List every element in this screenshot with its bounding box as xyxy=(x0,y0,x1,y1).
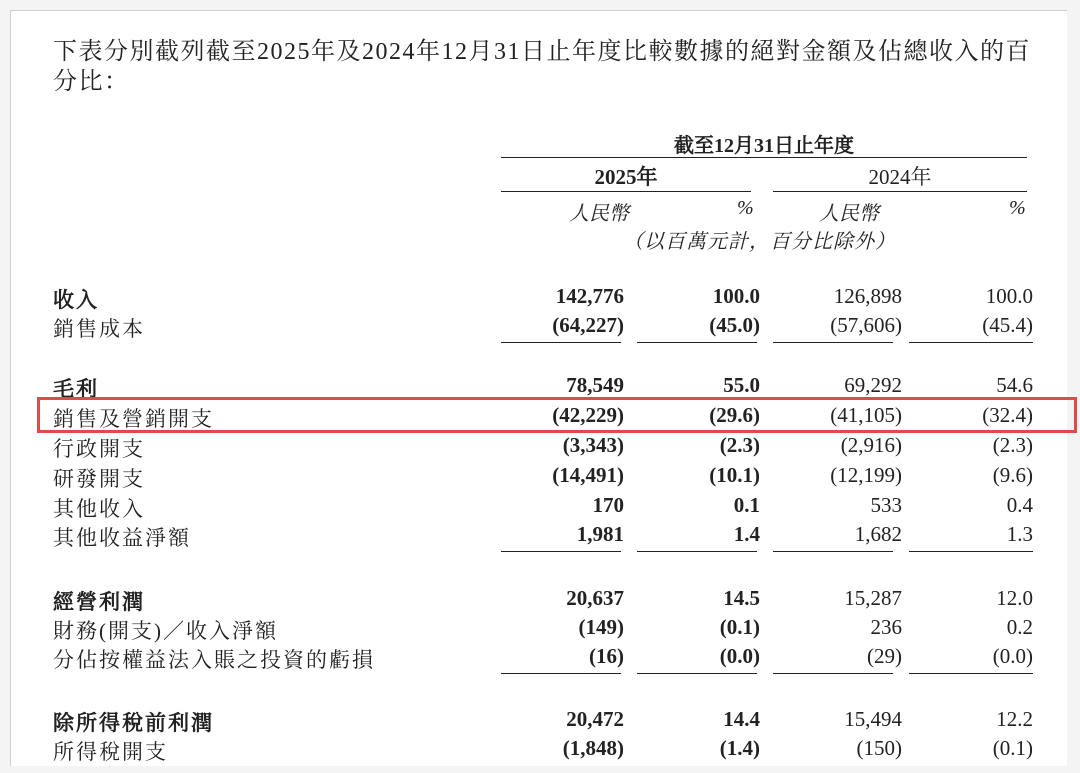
value-2025-pct: (1.4) xyxy=(719,736,760,760)
year-2025-rule xyxy=(501,191,751,192)
year-2024-header: 2024年 xyxy=(868,165,932,189)
value-2025-rmb: (14,491) xyxy=(552,463,624,487)
table-row xyxy=(11,644,1067,674)
subtotal-rule xyxy=(773,342,893,343)
row-label: 所得稅開支 xyxy=(53,740,168,764)
value-2024-pct: (45.4) xyxy=(982,313,1033,337)
period-header: 截至12月31日止年度 xyxy=(674,135,854,157)
value-2025-rmb: (42,229) xyxy=(552,403,624,427)
row-label: 除所得稅前利潤 xyxy=(53,711,214,735)
value-2024-rmb: 236 xyxy=(870,615,902,639)
value-2024-pct: 100.0 xyxy=(985,284,1033,308)
value-2024-pct: (0.0) xyxy=(992,644,1033,668)
value-2024-rmb: (150) xyxy=(856,736,902,760)
subtotal-rule xyxy=(637,673,757,674)
unit-rmb-2024: 人民幣 xyxy=(819,203,879,225)
value-2024-rmb: 69,292 xyxy=(844,373,902,397)
value-2025-pct: (0.1) xyxy=(719,615,760,639)
unit-note: （以百萬元計，百分比除外） xyxy=(623,231,896,253)
subtotal-rule xyxy=(909,673,1033,674)
value-2025-rmb: (1,848) xyxy=(562,736,624,760)
table-row xyxy=(11,522,1067,552)
row-label: 財務(開支)／收入淨額 xyxy=(53,619,278,643)
table-row xyxy=(11,463,1067,493)
subtotal-rule xyxy=(501,551,621,552)
row-label: 其他收益淨額 xyxy=(53,526,191,550)
value-2024-pct: 12.0 xyxy=(996,586,1033,610)
table-row xyxy=(11,707,1067,737)
value-2024-rmb: 533 xyxy=(870,493,902,517)
row-label: 分佔按權益法入賬之投資的虧損 xyxy=(53,648,375,672)
value-2024-pct: 12.2 xyxy=(996,707,1033,731)
unit-pct-2024: % xyxy=(1009,197,1026,219)
value-2024-rmb: (2,916) xyxy=(840,433,902,457)
table-row xyxy=(11,586,1067,616)
subtotal-rule xyxy=(637,342,757,343)
table-row xyxy=(11,313,1067,343)
year-2024-rule xyxy=(773,191,1027,192)
row-label: 收入 xyxy=(53,288,99,312)
value-2025-pct: (45.0) xyxy=(709,313,760,337)
value-2025-rmb: 170 xyxy=(592,493,624,517)
unit-pct-2025: % xyxy=(737,197,754,219)
value-2025-rmb: (149) xyxy=(578,615,624,639)
subtotal-rule xyxy=(637,551,757,552)
value-2024-pct: 0.4 xyxy=(1006,493,1033,517)
row-label: 其他收入 xyxy=(53,497,145,521)
row-label: 行政開支 xyxy=(53,437,145,461)
row-label: 研發開支 xyxy=(53,467,145,491)
value-2024-pct: (2.3) xyxy=(992,433,1033,457)
value-2025-pct: 0.1 xyxy=(733,493,760,517)
highlight-box xyxy=(37,397,1077,433)
subtotal-rule xyxy=(773,673,893,674)
document-page xyxy=(10,10,1067,766)
row-label: 銷售及營銷開支 xyxy=(53,407,214,431)
value-2025-rmb: 20,637 xyxy=(566,586,624,610)
value-2025-pct: 55.0 xyxy=(723,373,760,397)
value-2025-rmb: 20,472 xyxy=(566,707,624,731)
value-2024-rmb: 1,682 xyxy=(854,522,902,546)
value-2025-rmb: (3,343) xyxy=(562,433,624,457)
value-2025-pct: 100.0 xyxy=(712,284,760,308)
value-2024-pct: 1.3 xyxy=(1006,522,1033,546)
row-label: 經營利潤 xyxy=(53,590,145,614)
value-2025-pct: (29.6) xyxy=(709,403,760,427)
subtotal-rule xyxy=(501,342,621,343)
value-2024-pct: 0.2 xyxy=(1006,615,1033,639)
unit-rmb-2025: 人民幣 xyxy=(569,203,629,225)
value-2025-pct: (2.3) xyxy=(719,433,760,457)
value-2025-rmb: 142,776 xyxy=(555,284,624,308)
subtotal-rule xyxy=(773,551,893,552)
table-row xyxy=(11,615,1067,645)
value-2025-rmb: 1,981 xyxy=(576,522,624,546)
value-2025-pct: 1.4 xyxy=(733,522,760,546)
value-2025-pct: 14.5 xyxy=(723,586,760,610)
value-2025-rmb: (16) xyxy=(589,644,624,668)
subtotal-rule xyxy=(909,551,1033,552)
subtotal-rule xyxy=(501,673,621,674)
value-2024-rmb: (29) xyxy=(867,644,902,668)
value-2025-pct: (0.0) xyxy=(719,644,760,668)
value-2024-pct: (32.4) xyxy=(982,403,1033,427)
value-2024-pct: (9.6) xyxy=(992,463,1033,487)
value-2024-rmb: (57,606) xyxy=(830,313,902,337)
value-2024-pct: 54.6 xyxy=(996,373,1033,397)
row-label: 銷售成本 xyxy=(53,317,145,341)
table-row xyxy=(11,284,1067,314)
value-2025-pct: (10.1) xyxy=(709,463,760,487)
table-row xyxy=(11,493,1067,523)
table-row xyxy=(11,736,1067,766)
table-row xyxy=(11,433,1067,463)
value-2024-rmb: (41,105) xyxy=(830,403,902,427)
value-2024-rmb: (12,199) xyxy=(830,463,902,487)
value-2024-pct: (0.1) xyxy=(992,736,1033,760)
value-2025-rmb: (64,227) xyxy=(552,313,624,337)
value-2025-pct: 14.4 xyxy=(723,707,760,731)
value-2024-rmb: 126,898 xyxy=(833,284,902,308)
value-2024-rmb: 15,494 xyxy=(844,707,902,731)
value-2024-rmb: 15,287 xyxy=(844,586,902,610)
year-2025-header: 2025年 xyxy=(594,165,658,189)
value-2025-rmb: 78,549 xyxy=(566,373,624,397)
row-label: 毛利 xyxy=(53,377,99,401)
subtotal-rule xyxy=(909,342,1033,343)
intro-paragraph: 下表分別截列截至2025年及2024年12月31日止年度比較數據的絕對金額及佔總收入的百分比： xyxy=(53,39,1031,95)
header-rule xyxy=(501,157,1027,158)
